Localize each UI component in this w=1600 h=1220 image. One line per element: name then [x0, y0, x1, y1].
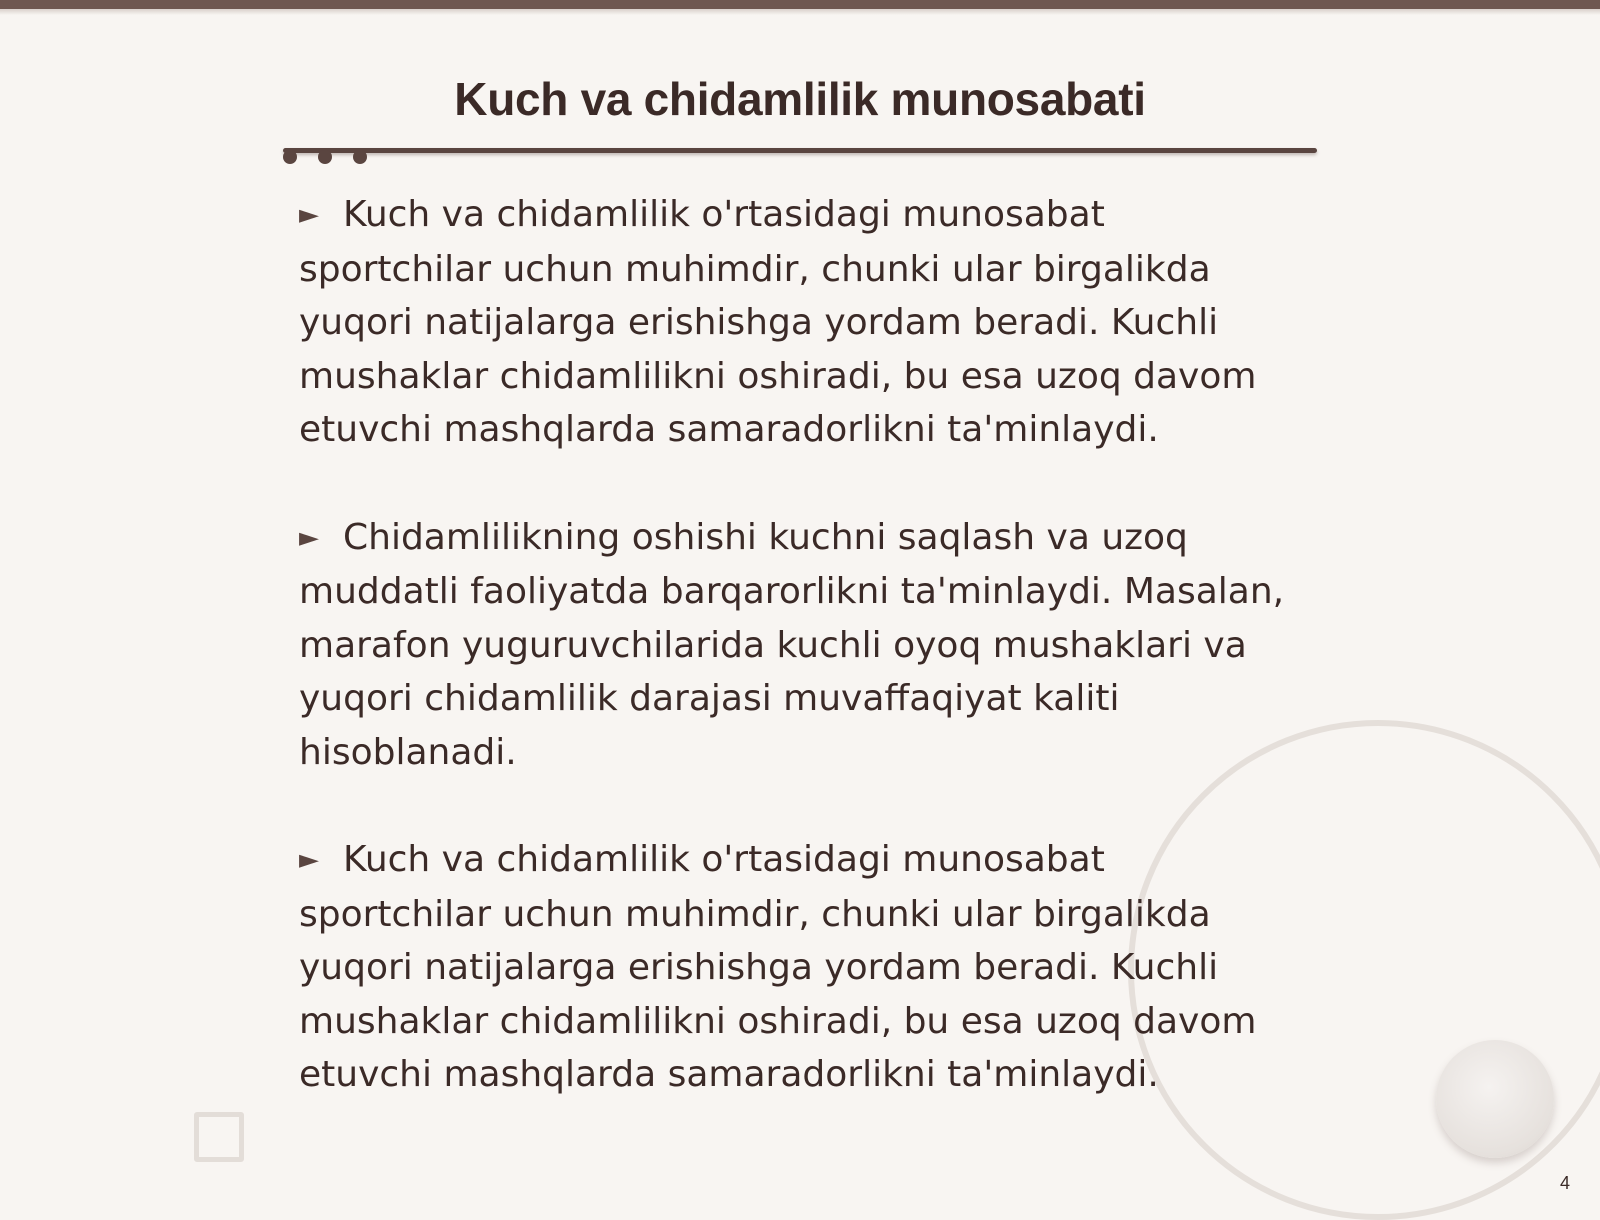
slide-title: Kuch va chidamlilik munosabati	[454, 73, 1146, 125]
top-border-bar	[0, 0, 1600, 9]
page-number: 4	[1559, 1173, 1570, 1193]
top-border-shadow	[0, 9, 1600, 15]
bullet-arrow-icon: ►	[299, 845, 319, 875]
title-underline	[283, 148, 1317, 153]
bullet-arrow-icon: ►	[299, 200, 319, 230]
slide-content	[299, 188, 1299, 1156]
decorative-circle	[1436, 1040, 1554, 1158]
title-dot	[353, 150, 367, 164]
bullet-item	[299, 188, 1299, 457]
title-dot	[318, 150, 332, 164]
bullet-item	[299, 511, 1299, 780]
title-dot	[283, 150, 297, 164]
bullet-text: Kuch va chidamlilik o'rtasidagi munosabat sportchilar uchun muhimdir, chunki ular birgalikda yuqori natijalarga erishishga yordam beradi. Kuchli mushaklar chidamlilikni oshiradi, bu esa uzoq davom etuvchi mashqlarda samaradorlikni ta'minlaydi.	[299, 839, 1257, 1095]
bullet-text: Kuch va chidamlilik o'rtasidagi munosabat sportchilar uchun muhimdir, chunki ular birgalikda yuqori natijalarga erishishga yordam beradi. Kuchli mushaklar chidamlilikni oshiradi, bu esa uzoq davom etuvchi mashqlarda samaradorlikni ta'minlaydi.	[299, 194, 1257, 450]
decorative-square	[194, 1112, 244, 1162]
bullet-item	[299, 833, 1299, 1102]
bullet-arrow-icon: ►	[299, 522, 319, 553]
bullet-text: Chidamlilikning oshishi kuchni saqlash va uzoq muddatli faoliyatda barqarorlikni ta'minlaydi. Masalan, marafon yuguruvchilarida kuchli oyoq mushaklari va yuqori chidamlilik darajasi muvaffaqiyat kaliti hisoblanadi.	[299, 516, 1285, 773]
